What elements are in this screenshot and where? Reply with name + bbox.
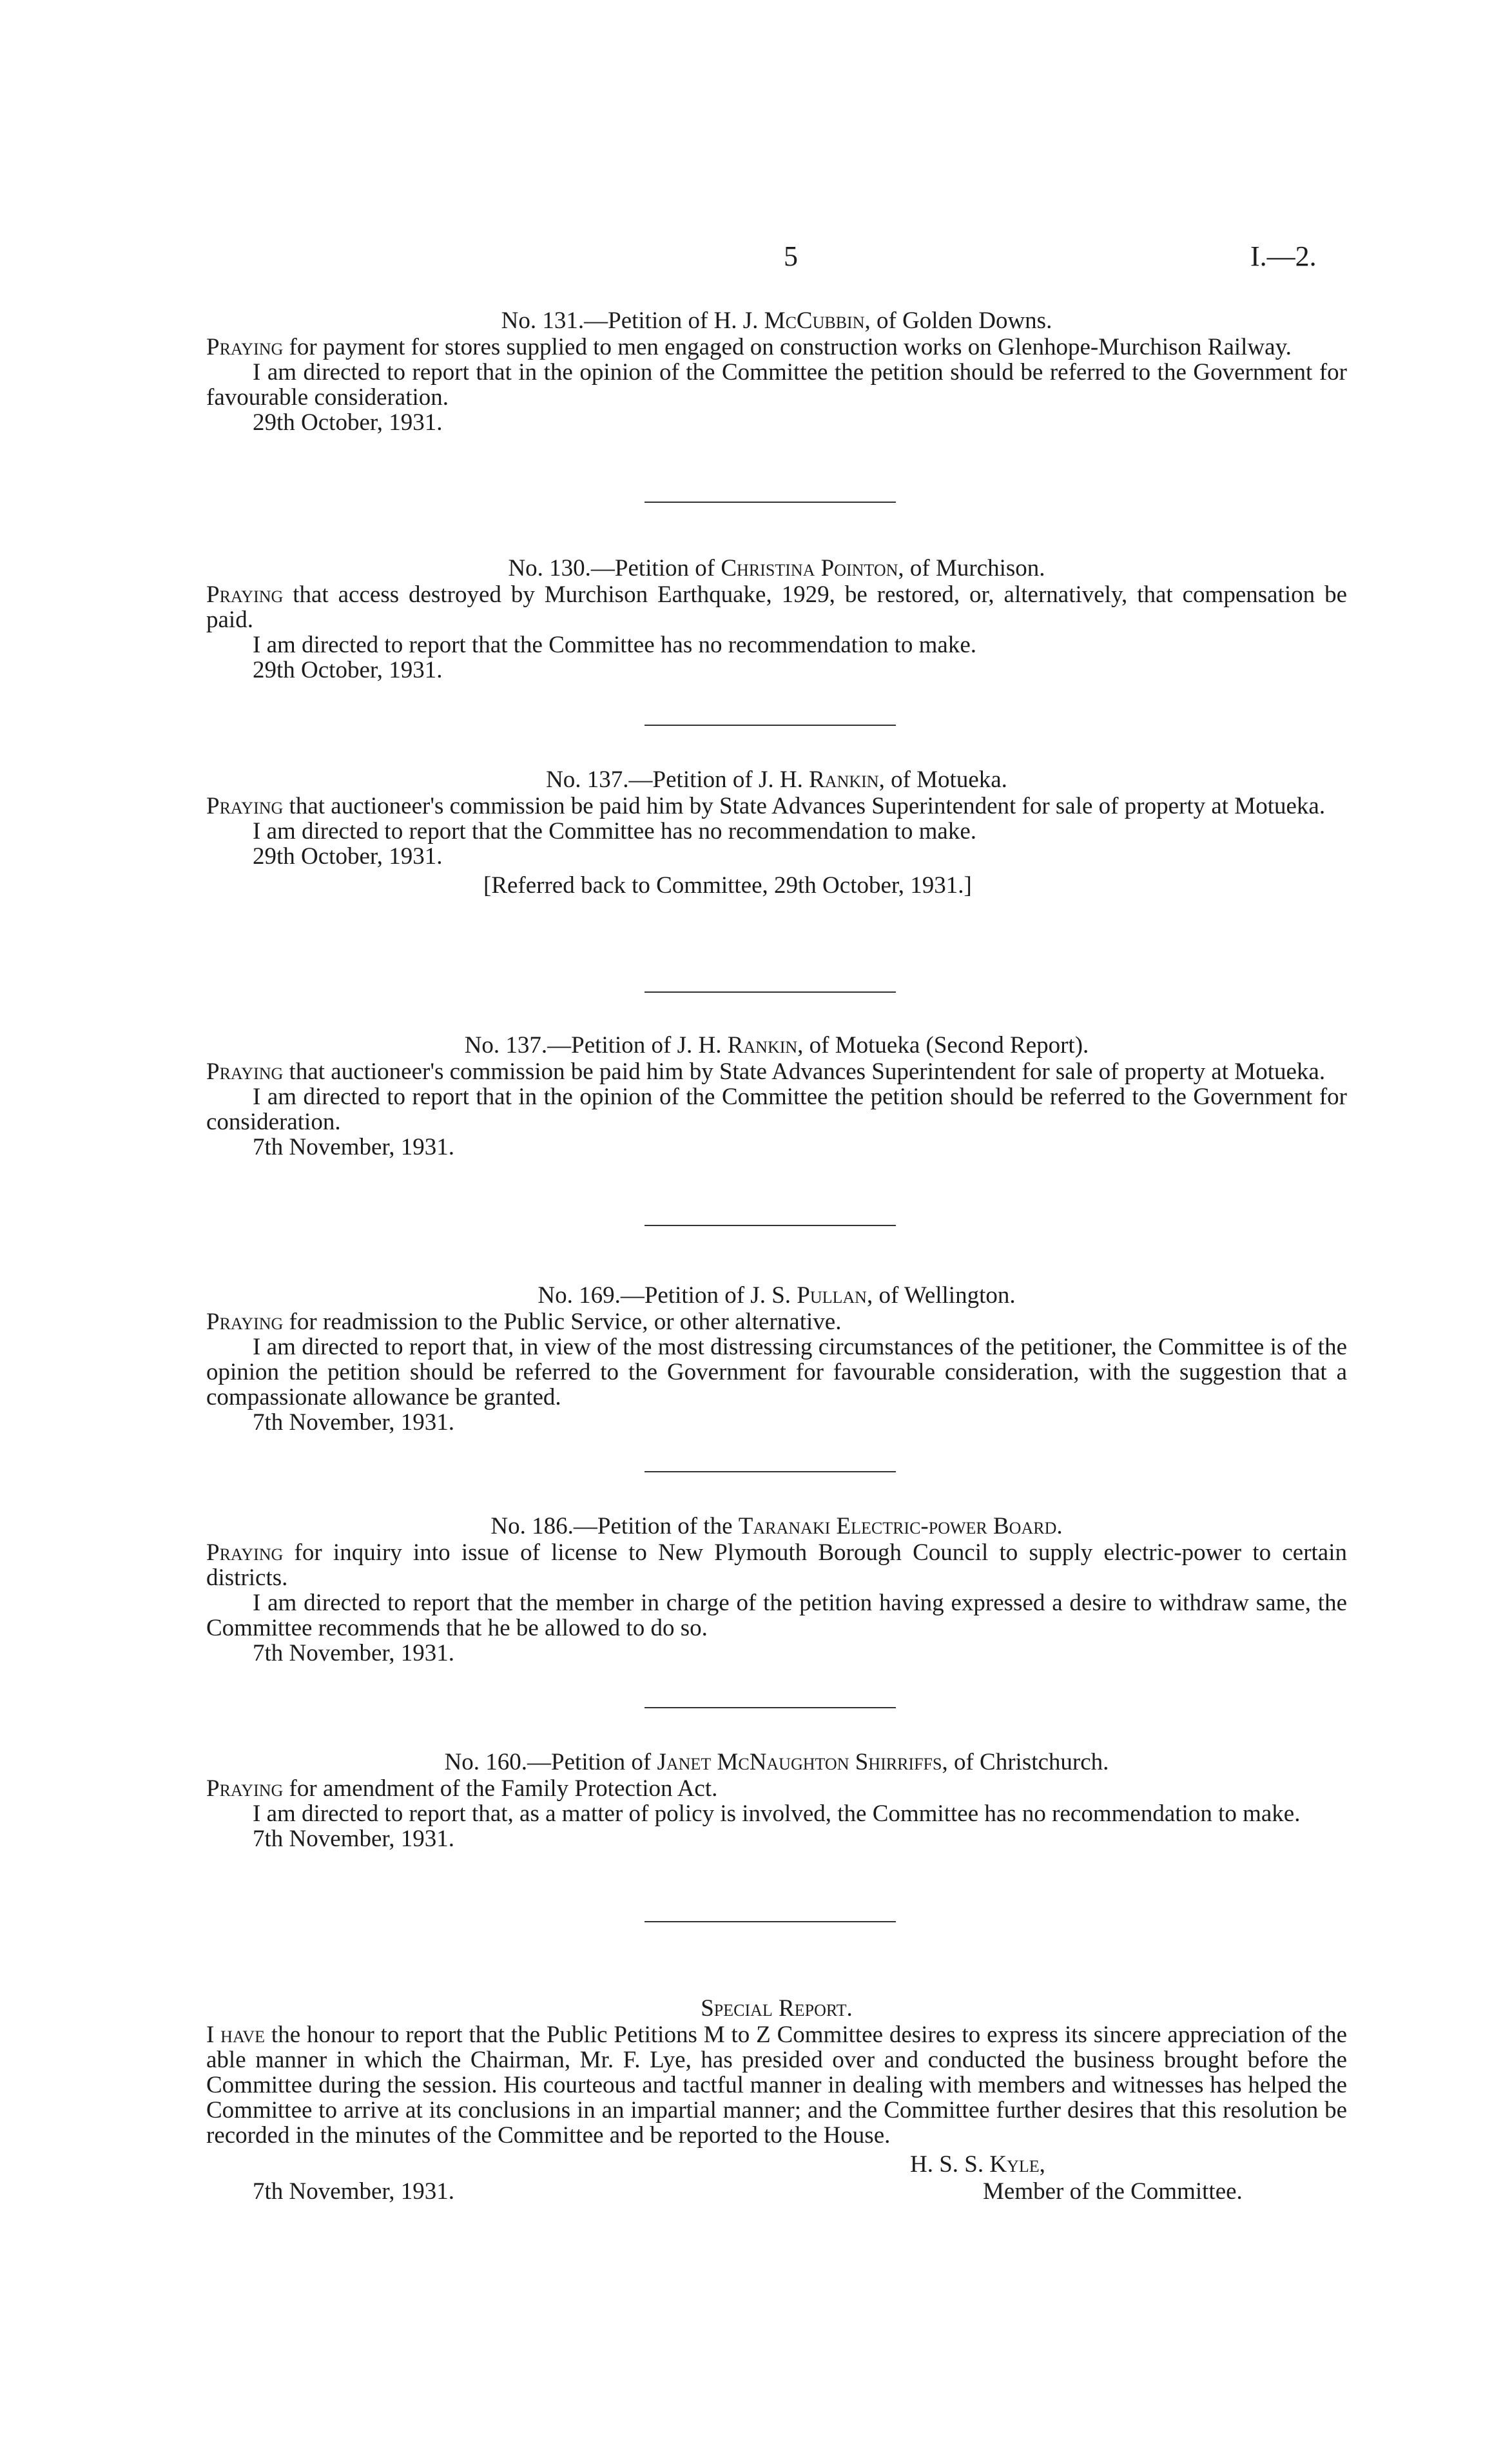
section-divider (645, 1921, 896, 1922)
petition-title: No. 137.—Petition of J. H. Rankin, of Motueka (Second Report). (464, 1032, 1089, 1059)
report-date: 7th November, 1931. (253, 1826, 454, 1852)
petition-137-second-report (206, 1033, 1347, 1160)
section-divider (645, 1471, 896, 1472)
petition-130 (206, 556, 1347, 683)
petition-prayer: Praying for readmission to the Public Service, or other alternative. (206, 1309, 842, 1335)
referral-note: [Referred back to Committee, 29th October, 1931.] (483, 872, 972, 899)
special-report-heading: Special Report. (701, 1995, 853, 2022)
special-report-date: 7th November, 1931. (253, 2178, 454, 2205)
petition-131 (206, 308, 1347, 435)
report-date: 29th October, 1931. (253, 409, 443, 436)
report-date: 7th November, 1931. (253, 1640, 454, 1666)
petition-prayer: Praying for payment for stores supplied to men engaged on construction works on Glenhope-Murchison Railway. (206, 334, 1292, 360)
petition-title: No. 169.—Petition of J. S. Pullan, of Wellington. (538, 1282, 1016, 1309)
special-report (206, 1996, 1347, 2206)
petition-title: No. 130.—Petition of Christina Pointon, of Murchison. (508, 555, 1045, 581)
petition-prayer: Praying that auctioneer's commission be paid him by State Advances Superintendent for sale of property at Motueka. (206, 1059, 1326, 1085)
committee-report: I am directed to report that the Committee has no recommendation to make. (253, 632, 977, 658)
petition-prayer: Praying that access destroyed by Murchison Earthquake, 1929, be restored, or, alternatively, that compensation be paid. (206, 581, 1347, 633)
page-number: 5 (784, 240, 798, 272)
section-divider (645, 1225, 896, 1226)
special-report-body: I have the honour to report that the Public Petitions M to Z Committee desires to express its sincere appreciation of the able manner in which the Chairman, Mr. F. Lye, has presided over and conducted the business brought before the Committee during the session. His courteous and tactful manner in dealing with members and witnesses has helped the Committee to arrive at its conclusions in an impartial manner; and the Committee further desires that this resolution be recorded in the minutes of the Committee and be reported to the House. (206, 2022, 1347, 2149)
petition-160 (206, 1750, 1347, 1851)
report-date: 29th October, 1931. (253, 657, 443, 683)
signatory-role: Member of the Committee. (983, 2178, 1243, 2205)
petition-title: No. 131.—Petition of H. J. McCubbin, of Golden Downs. (501, 307, 1052, 334)
committee-report: I am directed to report that, as a matter of policy is involved, the Committee has no recommendation to make. (253, 1800, 1301, 1827)
committee-report: I am directed to report that in the opinion of the Committee the petition should be referred to the Government for consideration. (206, 1084, 1347, 1135)
petition-137 (206, 767, 1347, 898)
committee-report: I am directed to report that the member in charge of the petition having expressed a desire to withdraw same, the Committee recommends that he be allowed to do so. (206, 1590, 1347, 1641)
petition-prayer: Praying for inquiry into issue of license to New Plymouth Borough Council to supply electric-power to certain districts. (206, 1539, 1347, 1591)
petition-prayer: Praying for amendment of the Family Protection Act. (206, 1775, 718, 1802)
petition-prayer: Praying that auctioneer's commission be paid him by State Advances Superintendent for sale of property at Motueka. (206, 793, 1326, 819)
petition-title: No. 160.—Petition of Janet McNaughton Shirriffs, of Christchurch. (444, 1749, 1109, 1775)
report-date: 7th November, 1931. (253, 1409, 454, 1436)
section-divider (645, 725, 896, 726)
petition-title: No. 137.—Petition of J. H. Rankin, of Motueka. (546, 766, 1007, 793)
signatory-name: H. S. S. Kyle, (910, 2151, 1045, 2178)
committee-report: I am directed to report that, in view of the most distressing circumstances of the petitioner, the Committee is of the opinion the petition should be referred to the Government for favourable consideration, with the suggestion that a compassionate allowance be granted. (206, 1334, 1347, 1410)
section-divider (645, 502, 896, 503)
document-reference: I.—2. (1250, 240, 1317, 272)
report-date: 29th October, 1931. (253, 843, 443, 870)
committee-report: I am directed to report that the Committee has no recommendation to make. (253, 818, 977, 844)
section-divider (645, 991, 896, 993)
petition-169 (206, 1283, 1347, 1435)
section-divider (645, 1707, 896, 1708)
petition-title: No. 186.—Petition of the Taranaki Electric-power Board. (490, 1513, 1063, 1539)
committee-report: I am directed to report that in the opinion of the Committee the petition should be referred to the Government for favourable consideration. (206, 359, 1347, 411)
petition-186 (206, 1514, 1347, 1666)
signature-block (206, 2152, 1347, 2206)
report-date: 7th November, 1931. (253, 1134, 454, 1160)
